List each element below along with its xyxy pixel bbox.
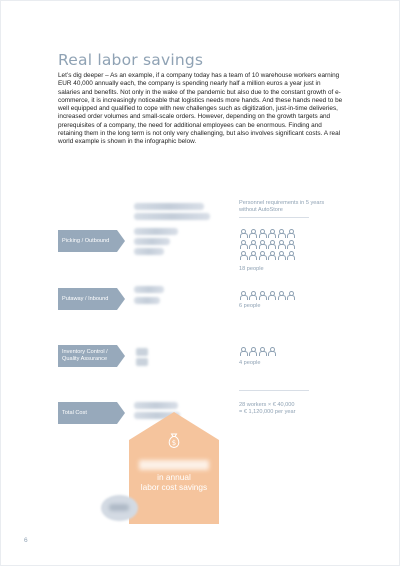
person-icon (268, 251, 276, 260)
redacted-header (134, 203, 204, 210)
people-row-putaway (239, 291, 295, 300)
person-icon (258, 347, 266, 356)
redacted-value (134, 228, 178, 235)
person-icon (287, 251, 295, 260)
person-icon (277, 240, 285, 249)
person-icon (258, 240, 266, 249)
person-icon (258, 229, 266, 238)
svg-text:$: $ (171, 439, 177, 447)
savings-label (129, 472, 219, 492)
row-label-putaway (58, 288, 117, 310)
person-icon (249, 229, 257, 238)
people-row-picking (239, 251, 295, 260)
person-icon (268, 229, 276, 238)
person-icon (277, 291, 285, 300)
person-icon (249, 240, 257, 249)
money-bag-icon (166, 431, 182, 449)
savings-house (129, 412, 219, 524)
row-label-inventory (58, 345, 117, 367)
redacted-savings-amount (139, 460, 209, 470)
person-icon (239, 251, 247, 260)
redacted-value (134, 286, 164, 293)
redacted-value (134, 248, 164, 255)
person-icon (258, 291, 266, 300)
total-cost-line: 28 workers × € 40,000 (239, 402, 295, 408)
redacted-value (136, 358, 148, 366)
row-label-picking (58, 230, 117, 252)
person-icon (268, 291, 276, 300)
divider (239, 217, 309, 218)
savings-label-line: labor cost savings (140, 482, 208, 492)
redacted-value (134, 297, 160, 304)
redacted-value (136, 348, 148, 356)
people-row-picking (239, 229, 295, 238)
person-icon (239, 347, 247, 356)
person-icon (287, 291, 295, 300)
person-icon (249, 291, 257, 300)
total-cost-line: = € 1,120,000 per year (239, 409, 296, 415)
person-icon (268, 347, 276, 356)
intro-paragraph: Let’s dig deeper – As an example, if a company today has a team of 10 warehouse workers earning EUR 40,000 annually each, the company is spending nearly half a million euros a year just in salaries and benefits. Not only in the wake of the pandemic but also due to the constant growth of e-commerce, it is increasingly noticeable that logistics needs more hands. And these hands need to be well equipped and qualified to cope with new challenges such as digitization, just-in-time deliveries, increased order volumes and small-scale orders. However, depending on the growth targets and prerequisites of a company, the need for additional employees can be enormous. Finding and retaining them in the long term is not only very challenging, but also involves significant costs. A real world example is shown in the infographic below. (58, 72, 343, 146)
people-count-putaway: 6 people (239, 303, 261, 309)
redacted-value (134, 402, 178, 409)
row-label-text: Total Cost (62, 409, 87, 416)
requirements-header: Personnel requirements in 5 years without AutoStore (239, 200, 325, 213)
row-label-text: Inventory Control / Quality Assurance (62, 349, 108, 362)
total-cost-text (239, 402, 295, 416)
people-count-picking: 18 people (239, 266, 264, 272)
person-icon (239, 240, 247, 249)
redacted-circle (101, 495, 138, 521)
person-icon (277, 251, 285, 260)
people-count-inventory: 4 people (239, 360, 261, 366)
divider (239, 390, 309, 391)
person-icon (287, 229, 295, 238)
person-icon (239, 291, 247, 300)
row-label-total (58, 402, 117, 424)
redacted-header (134, 213, 210, 220)
page-title: Real labor savings (58, 51, 204, 69)
redacted-value (134, 238, 170, 245)
row-label-text: Putaway / Inbound (62, 295, 109, 302)
person-icon (258, 251, 266, 260)
person-icon (277, 229, 285, 238)
people-row-picking (239, 240, 295, 249)
person-icon (249, 251, 257, 260)
person-icon (249, 347, 257, 356)
person-icon (239, 229, 247, 238)
person-icon (268, 240, 276, 249)
row-label-text: Picking / Outbound (62, 237, 110, 244)
page-number: 6 (24, 537, 28, 544)
savings-label-line: in annual (157, 472, 191, 482)
person-icon (287, 240, 295, 249)
people-row-inventory (239, 347, 276, 356)
